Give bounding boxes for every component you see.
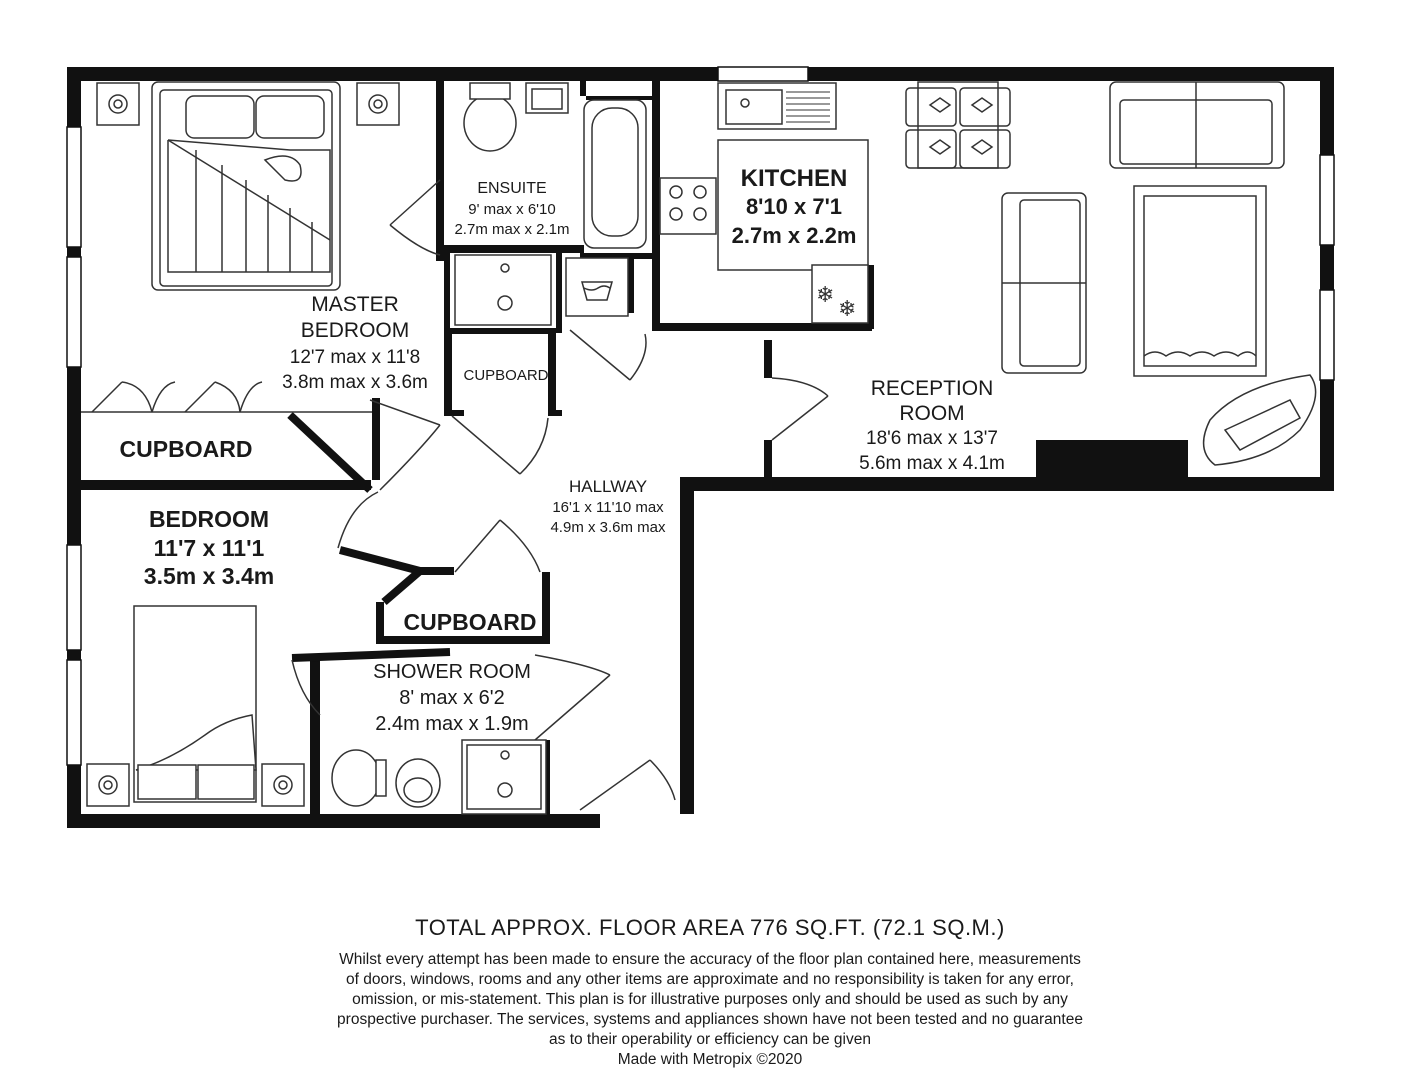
shower-room-name: SHOWER ROOM (373, 661, 531, 683)
kitchen-dim-ft: 8'10 x 7'1 (745, 194, 843, 219)
cupboard-small-name: CUPBOARD (463, 367, 549, 384)
svg-text:❄: ❄ (838, 296, 857, 321)
disclaimer-line: Whilst every attempt has been made to ensure the accuracy of the floor plan contained here, measurements (339, 951, 1081, 968)
bedroom-dim-m: 3.5m x 3.4m (143, 563, 275, 589)
disclaimer-line: prospective purchaser. The services, systems and appliances shown have not been tested and no guarantee (337, 1011, 1083, 1028)
kitchen-dim-m: 2.7m x 2.2m (731, 223, 857, 248)
bedroom-dim-ft: 11'7 x 11'1 (153, 535, 265, 561)
ensuite-dim-m: 2.7m max x 2.1m (454, 221, 570, 238)
disclaimer (130, 950, 1290, 1070)
shower-room-dim-ft: 8' max x 6'2 (399, 687, 505, 709)
master-bedroom-dim-m: 3.8m max x 3.6m (282, 372, 428, 393)
master-bedroom-name-2: BEDROOM (300, 319, 410, 342)
cupboard-master-name: CUPBOARD (119, 436, 253, 462)
reception-dim-ft: 18'6 max x 13'7 (866, 428, 998, 449)
master-bedroom-name-1: MASTER (311, 293, 399, 316)
bedroom-bed (134, 606, 256, 802)
disclaimer-line: of doors, windows, rooms and any other items are approximate and no responsibility is taken for any error, (345, 971, 1074, 988)
kitchen-name: KITCHEN (740, 165, 848, 192)
hallway-dim-m: 4.9m x 3.6m max (550, 519, 666, 536)
total-floor-area: TOTAL APPROX. FLOOR AREA 776 SQ.FT. (72.1 SQ.M.) (415, 915, 1005, 940)
master-bedroom-dim-ft: 12'7 max x 11'8 (289, 347, 421, 368)
cupboard-hall-name: CUPBOARD (403, 609, 537, 635)
hallway-name: HALLWAY (568, 477, 648, 496)
disclaimer-line: omission, or mis-statement. This plan is for illustrative purposes only and should be used as such by any (352, 991, 1068, 1008)
reception-name-2: ROOM (899, 402, 965, 425)
bedroom-name: BEDROOM (148, 506, 270, 532)
svg-text:❄: ❄ (816, 282, 835, 307)
shower-room-dim-m: 2.4m max x 1.9m (375, 713, 529, 735)
hallway-dim-ft: 16'1 x 11'10 max (552, 499, 664, 516)
washing-machine (566, 258, 628, 316)
ensuite-dim-ft: 9' max x 6'10 (468, 201, 556, 218)
coffee-table (1204, 375, 1316, 465)
rug (1134, 186, 1266, 376)
reception-dim-m: 5.6m max x 4.1m (859, 453, 1005, 474)
ensuite-name: ENSUITE (477, 180, 547, 197)
shower-room-fixtures (332, 740, 546, 814)
reception-name-1: RECEPTION (870, 377, 994, 400)
disclaimer-line: as to their operability or efficiency can be given (549, 1031, 871, 1048)
dining-set (906, 82, 1010, 168)
master-bed (152, 82, 340, 290)
metropix-credit: Made with Metropix ©2020 (617, 1051, 803, 1068)
